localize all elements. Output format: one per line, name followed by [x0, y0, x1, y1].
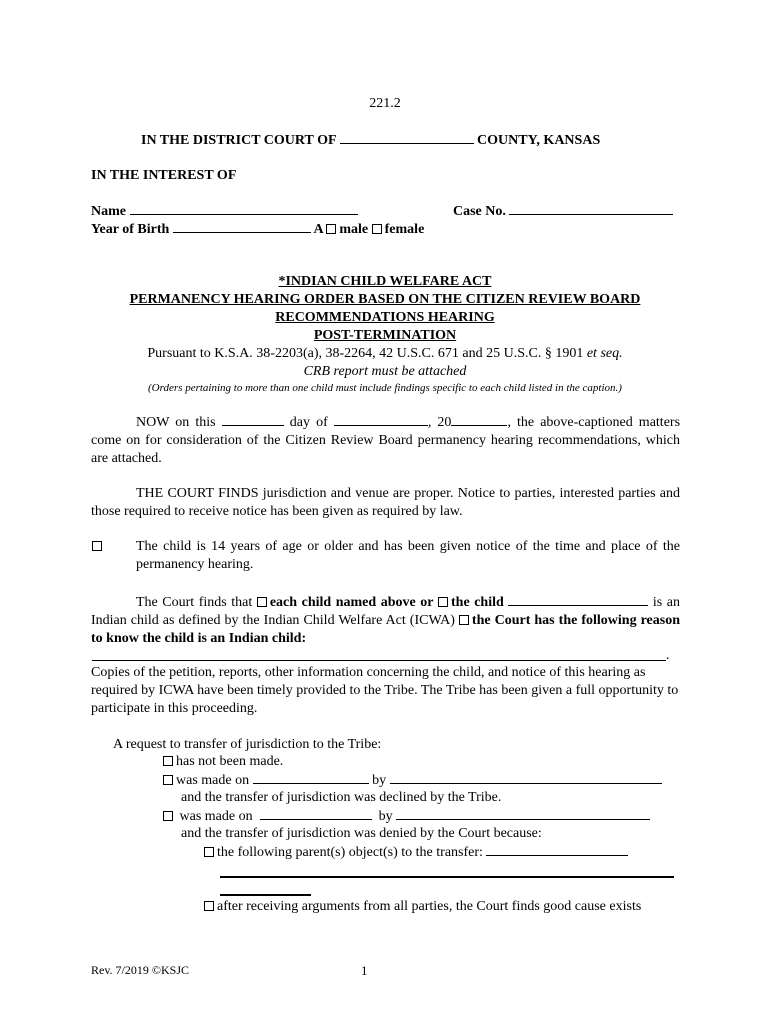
reason-to-know-checkbox[interactable] [459, 615, 469, 625]
each-child-checkbox[interactable] [257, 597, 267, 607]
not-made-label: has not been made. [176, 754, 284, 769]
the-child-checkbox[interactable] [438, 597, 448, 607]
now-text-4: , the above-captioned matters come on for consideration of the Citizen Review Board permanency hearing recommendations, which are attached. [91, 415, 681, 466]
now-on-this-paragraph [91, 413, 680, 468]
year-of-birth-label: Year of Birth [91, 222, 170, 237]
court-finds-paragraph: THE COURT FINDS jurisdiction and venue are proper. Notice to parties, interested parties and those required to receive notice has been given as required by law. [91, 486, 680, 519]
opt3-continuation: and the transfer of jurisdiction was denied by the Court because: [181, 826, 542, 841]
indian-child-text-4: is an Indian child as defined by the Indian Child Welfare Act (ICWA) [91, 595, 680, 628]
interest-of-heading: IN THE INTEREST OF [91, 168, 237, 183]
year-blank[interactable] [451, 413, 507, 426]
opt2-made-on-label: was made on [176, 773, 250, 788]
statute-text: Pursuant to K.S.A. 38-2203(a), 38-2264, 42 U.S.C. 671 and 25 U.S.C. § 1901 [147, 346, 584, 361]
parent-objects-label: the following parent(s) object(s) to the transfer: [217, 845, 483, 860]
male-label: male [339, 222, 369, 237]
declined-by-tribe-checkbox[interactable] [163, 775, 173, 785]
transfer-option-1 [163, 753, 283, 771]
court-line [141, 131, 600, 150]
now-text-3: , 20 [427, 415, 452, 430]
opt2-continuation: and the transfer of jurisdiction was declined by the Tribe. [181, 790, 502, 805]
day-blank[interactable] [222, 413, 284, 426]
footer-revision: Rev. 7/2019 ©KSJC [91, 963, 190, 977]
reason-period: . [666, 648, 670, 663]
court-line-suffix: COUNTY, KANSAS [477, 133, 601, 148]
not-made-checkbox[interactable] [163, 756, 173, 766]
sub-option-1 [204, 843, 628, 862]
crb-note: CRB report must be attached [303, 364, 467, 379]
opt2-date-blank[interactable] [253, 771, 369, 784]
indian-child-text-1: The Court finds that [136, 595, 253, 610]
transfer-option-3 [163, 807, 650, 826]
now-text-1: NOW on this [136, 415, 216, 430]
female-label: female [384, 222, 425, 237]
opt3-by-label: by [378, 809, 393, 824]
title-line-3: RECOMMENDATIONS HEARING [275, 310, 495, 325]
reason-to-know-label: the Court has the following reason to know the child is an Indian child: [91, 613, 681, 646]
court-line-prefix: IN THE DISTRICT COURT OF [141, 133, 337, 148]
name-blank[interactable] [130, 202, 358, 215]
year-of-birth-field [91, 220, 424, 239]
a-label: A [313, 222, 323, 237]
orders-note: (Orders pertaining to more than one child must include findings specific to each child listed in the caption.) [148, 382, 622, 394]
opt3-date-blank[interactable] [260, 807, 372, 820]
opt2-by-blank[interactable] [390, 771, 662, 784]
month-blank[interactable] [334, 413, 428, 426]
opt3-made-on-label: was made on [179, 809, 253, 824]
transfer-intro: A request to transfer of jurisdiction to the Tribe: [113, 737, 382, 752]
name-label: Name [91, 204, 126, 219]
now-text-2: day of [289, 415, 328, 430]
case-no-blank[interactable] [509, 202, 673, 215]
parent-objects-line-3[interactable] [220, 894, 311, 896]
parent-objects-checkbox[interactable] [204, 847, 214, 857]
age-14-checkbox[interactable] [92, 541, 102, 551]
opt2-by-label: by [372, 773, 387, 788]
year-of-birth-blank[interactable] [173, 220, 311, 233]
sub-option-2 [204, 898, 641, 916]
parent-objects-blank[interactable] [486, 843, 628, 856]
child-name-blank[interactable] [508, 593, 648, 606]
title-line-1: *INDIAN CHILD WELFARE ACT [278, 274, 492, 289]
indian-child-paragraph [91, 593, 680, 648]
title-line-2: PERMANENCY HEARING ORDER BASED ON THE CITIZEN REVIEW BOARD [129, 292, 641, 307]
good-cause-checkbox[interactable] [204, 901, 214, 911]
each-child-label: each child named above or [269, 595, 434, 610]
page-number: 1 [361, 963, 368, 978]
good-cause-label: after receiving arguments from all parties, the Court finds good cause exists [217, 899, 642, 914]
statute-line [0, 345, 770, 363]
female-checkbox[interactable] [372, 224, 382, 234]
age-14-paragraph: The child is 14 years of age or older and has been given notice of the time and place of the permanency hearing. [136, 539, 680, 572]
male-checkbox[interactable] [326, 224, 336, 234]
county-blank[interactable] [340, 131, 474, 144]
case-no-label: Case No. [453, 204, 506, 219]
name-field [91, 202, 358, 221]
the-child-label: the child [451, 595, 504, 610]
title-line-4: POST-TERMINATION [313, 328, 457, 343]
statute-et-seq: et seq. [586, 346, 623, 361]
form-number: 221.2 [369, 96, 401, 111]
parent-objects-line-2[interactable] [220, 876, 674, 878]
transfer-option-2 [163, 771, 662, 790]
reason-blank-line[interactable] [92, 660, 666, 661]
denied-by-court-checkbox[interactable] [163, 811, 173, 821]
case-no-field [453, 202, 673, 221]
opt3-by-blank[interactable] [396, 807, 650, 820]
copies-paragraph: Copies of the petition, reports, other information concerning the child, and notice of this hearing as required by ICWA have been timely provided to the Tribe. The Tribe has been given a full opportunity to participate in this proceeding. [91, 665, 679, 716]
